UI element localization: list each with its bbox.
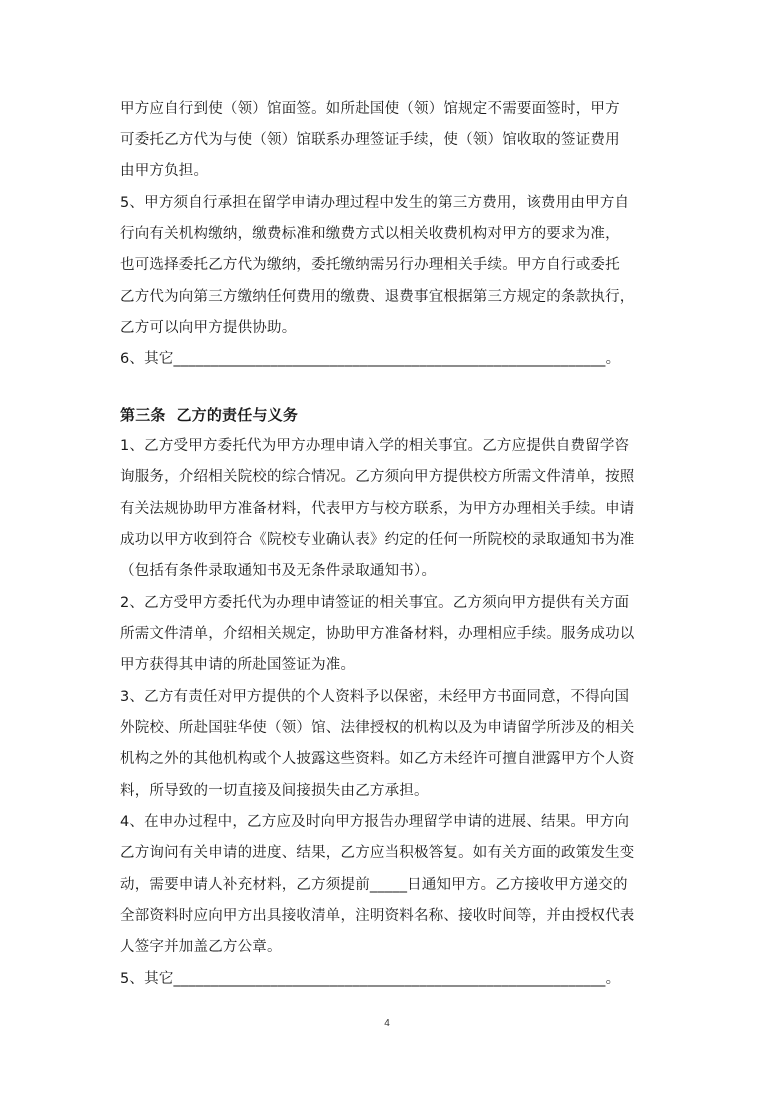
- paragraph-line: 5、甲方须自行承担在留学申请办理过程中发生的第三方费用，该费用由甲方自: [120, 195, 630, 211]
- paragraph-line: 机构之外的其他机构或个人披露这些资料。如乙方未经许可擅自泄露甲方个人资: [120, 751, 635, 767]
- paragraph-line: 乙方询问有关申请的进度、结果，乙方应当积极答复。如有关方面的政策发生变: [120, 845, 635, 861]
- paragraph-line: 外院校、所赴国驻华使（领）馆、法律授权的机构以及为申请留学所涉及的相关: [120, 720, 635, 736]
- paragraph-line: 动，需要申请人补充材料，乙方须提前_____日通知甲方。乙方接收甲方递交的: [120, 877, 628, 893]
- paragraph-line: 甲方获得其申请的所赴国签证为准。: [120, 657, 356, 673]
- paragraph-line: 可委托乙方代为与使（领）馆联系办理签证手续，使（领）馆收取的签证费用: [120, 132, 620, 148]
- paragraph-line: 乙方可以向甲方提供协助。: [120, 320, 297, 336]
- paragraph-line: 也可选择委托乙方代为缴纳，委托缴纳需另行办理相关手续。甲方自行或委托: [120, 257, 620, 273]
- fill-in-line-other: 5、其它__________________________________________________________。: [120, 971, 621, 987]
- paragraph-line: 全部资料时应向甲方出具接收清单，注明资料名称、接收时间等，并由授权代表: [120, 908, 635, 924]
- page-number: 4: [384, 1018, 390, 1029]
- paragraph-line: 料，所导致的一切直接及间接损失由乙方承担。: [120, 783, 429, 799]
- paragraph-line: 行向有关机构缴纳，缴费标准和缴费方式以相关收费机构对甲方的要求为准，: [120, 226, 620, 242]
- section-heading: 第三条 乙方的责任与义务: [120, 406, 299, 424]
- fill-in-line-other: 6、其它__________________________________________________________。: [120, 351, 621, 367]
- paragraph-line: 询服务，介绍相关院校的综合情况。乙方须向甲方提供校方所需文件清单，按照: [120, 469, 635, 485]
- paragraph-line: 所需文件清单，介绍相关规定，协助甲方准备材料，办理相应手续。服务成功以: [120, 626, 635, 642]
- paragraph-line: 由甲方负担。: [120, 163, 209, 179]
- paragraph-line: 成功以甲方收到符合《院校专业确认表》约定的任何一所院校的录取通知书为准: [120, 532, 635, 548]
- paragraph-line: 乙方代为向第三方缴纳任何费用的缴费、退费事宜根据第三方规定的条款执行，: [120, 289, 635, 305]
- paragraph-line: 3、乙方有责任对甲方提供的个人资料予以保密，未经甲方书面同意，不得向国: [120, 689, 630, 705]
- paragraph-line: 4、在申办过程中，乙方应及时向甲方报告办理留学申请的进展、结果。甲方向: [120, 814, 630, 830]
- paragraph-line: 人签字并加盖乙方公章。: [120, 939, 282, 955]
- paragraph-line: 2、乙方受甲方委托代为办理申请签证的相关事宜。乙方须向甲方提供有关方面: [120, 595, 630, 611]
- paragraph-line: 1、乙方受甲方委托代为甲方办理申请入学的相关事宜。乙方应提供自费留学咨: [120, 438, 630, 454]
- paragraph-line: （包括有条件录取通知书及无条件录取通知书）。: [120, 563, 437, 579]
- paragraph-line: 有关法规协助甲方准备材料，代表甲方与校方联系，为甲方办理相关手续。申请: [120, 501, 635, 517]
- paragraph-line: 甲方应自行到使（领）馆面签。如所赴国使（领）馆规定不需要面签时，甲方: [120, 101, 620, 117]
